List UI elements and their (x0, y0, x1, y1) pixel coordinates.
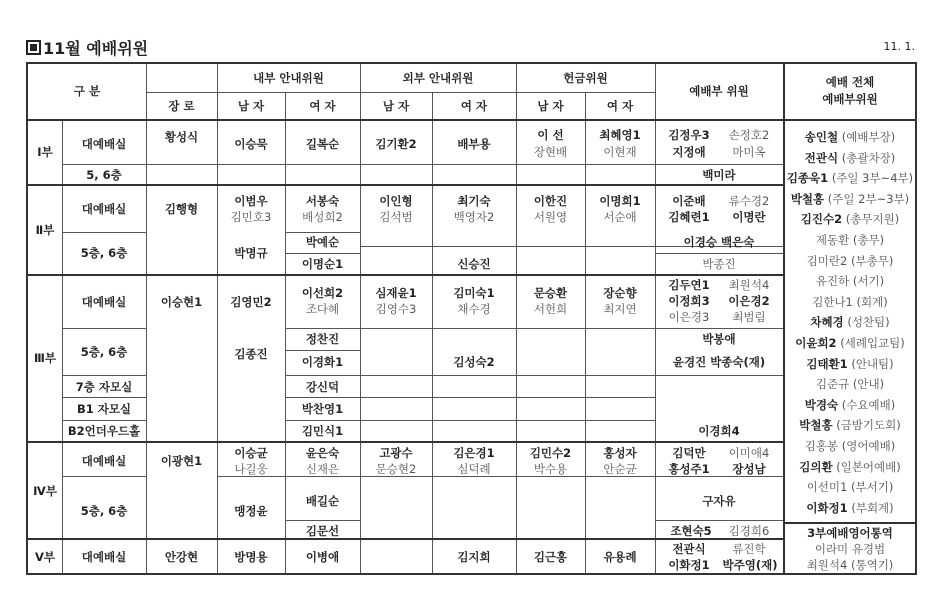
person-name: 안순균 (603, 462, 637, 476)
header-worship-dept: 예배부 위원 (689, 84, 749, 98)
grid-line (655, 253, 783, 254)
person-name: 서원영 (533, 210, 568, 224)
person-name: 신승진 (457, 257, 491, 271)
person-name: 박예순 (305, 235, 340, 249)
section-3: Ⅲ부 (34, 351, 56, 365)
grid-line (285, 350, 360, 351)
grid-line (146, 92, 655, 93)
member-role: (성찬팀) (843, 315, 890, 330)
interp-line-2: 최원석4 (통역기) (806, 558, 894, 572)
person-name: 이선희2 (301, 286, 344, 300)
member-name: 김의환 (799, 459, 833, 474)
member-entry (795, 333, 905, 354)
person-name: 김성숙2 (453, 355, 495, 369)
member-entry (806, 354, 893, 375)
header-out-female: 여 자 (460, 99, 488, 113)
person-name: 김두연1 (668, 278, 710, 292)
person-name: 김영수3 (375, 302, 417, 316)
person-name: 윤은숙 (305, 446, 340, 460)
person-name: 이 선 (537, 128, 564, 142)
member-role: (금밤기도회) (832, 418, 901, 433)
member-name: 김태환1 (806, 356, 848, 371)
member-name: 이선미1 (806, 480, 848, 495)
elder-name: 김행형 (164, 202, 199, 216)
person-name: 이명란 (732, 210, 766, 224)
person-name: 박찬영1 (301, 402, 344, 416)
member-entry (807, 477, 894, 498)
person-name: 이인형 (379, 194, 413, 208)
person-name: 서봉숙 (305, 194, 340, 208)
person-name: 최기숙 (457, 194, 491, 208)
row-label: 5, 6층 (86, 168, 122, 182)
person-name: 이승균 (234, 446, 268, 460)
person-name: 맹정윤 (234, 504, 268, 518)
member-name: 김한나1 (812, 294, 853, 309)
member-entry (805, 436, 895, 457)
section-4: Ⅳ부 (33, 484, 57, 498)
person-name: 최지연 (603, 302, 637, 316)
grid-line (285, 328, 783, 329)
interp-line-1: 이라미 유경범 (814, 542, 886, 556)
person-name: 김문선 (305, 524, 340, 538)
grid-line (28, 538, 783, 540)
header-all-1: 예배 전체 (825, 75, 875, 89)
grid-line (62, 420, 146, 421)
person-name: 김영민2 (230, 295, 272, 309)
person-name: 나길웅 (234, 462, 268, 476)
header-all-2: 예배부위원 (822, 92, 878, 106)
grid-line (62, 164, 783, 165)
member-entry (805, 148, 895, 169)
header-gubun: 구 분 (73, 84, 101, 98)
person-name: 이경승 백은숙 (683, 235, 755, 249)
person-name: 마미옥 (732, 145, 766, 159)
person-name: 방명용 (234, 550, 268, 564)
grid-line (285, 420, 655, 421)
member-name: 김홍봉 (804, 438, 839, 453)
member-entry (807, 251, 894, 272)
person-name: 윤경진 박종숙(재) (672, 355, 766, 369)
person-name: 최혜영1 (599, 128, 641, 142)
section-1: Ⅰ부 (37, 145, 53, 159)
member-entry (810, 312, 889, 333)
member-name: 김종욱1 (786, 171, 829, 186)
person-name: 김덕만 (672, 446, 706, 460)
person-name: 김종진 (234, 347, 268, 361)
person-name: 김민식1 (301, 424, 344, 438)
grid-line (285, 397, 655, 398)
person-name: 심재윤1 (375, 286, 417, 300)
person-name: 전관식 (672, 542, 706, 556)
person-name: 채수경 (457, 302, 491, 316)
person-name: 이화정1 (668, 558, 710, 572)
person-name: 서순애 (603, 210, 637, 224)
person-name: 정찬진 (305, 332, 340, 346)
grid-line (28, 441, 783, 443)
person-name: 이경희4 (698, 424, 740, 438)
person-name: 김미숙1 (453, 286, 495, 300)
person-name: 최원석4 (728, 278, 770, 292)
grid-line (285, 375, 783, 376)
person-name: 이병애 (305, 550, 340, 564)
member-entry (799, 457, 901, 478)
header-in-male: 남 자 (237, 99, 265, 113)
person-name: 이범우 (234, 194, 268, 208)
row-label: 대예배실 (81, 137, 127, 151)
person-name: 장성남 (732, 462, 766, 476)
person-name: 김혜련1 (668, 210, 710, 224)
person-name: 이정희3 (668, 294, 710, 308)
elder-name: 이광현1 (160, 454, 203, 468)
square-bullet-icon (26, 40, 41, 55)
person-name: 김석범 (379, 210, 413, 224)
grid-line (28, 274, 783, 276)
member-role: (회계) (852, 294, 888, 309)
person-name: 배부용 (457, 137, 491, 151)
header-off-female: 여 자 (606, 99, 634, 113)
member-name: 김진수2 (800, 212, 843, 227)
member-name: 박철홍 (790, 191, 825, 206)
grid-line (28, 184, 783, 186)
person-name: 이은경3 (668, 310, 710, 324)
grid-line (62, 476, 146, 477)
member-name: 이화정1 (806, 500, 848, 515)
person-name: 이미애4 (728, 446, 770, 460)
person-name: 최범림 (732, 310, 766, 324)
elder-name: 안강현 (164, 550, 199, 564)
person-name: 김정우3 (668, 128, 710, 142)
person-name: 이은경2 (728, 294, 770, 308)
person-name: 손정호2 (728, 128, 770, 142)
row-label: B1 자모실 (76, 402, 132, 416)
schedule-table (26, 62, 917, 575)
person-name: 길복순 (305, 137, 340, 151)
person-name: 문승환 (533, 286, 568, 300)
person-name: 이현재 (603, 145, 637, 159)
person-name: 이한진 (533, 194, 568, 208)
person-name: 신재은 (305, 462, 340, 476)
person-name: 문승현2 (375, 462, 417, 476)
row-label: 대예배실 (81, 454, 127, 468)
member-role: (예배부장) (838, 130, 896, 144)
member-entry (801, 209, 899, 230)
header-inner: 내부 안내위원 (253, 71, 324, 85)
person-name: 이경화1 (301, 355, 344, 369)
member-role: (안내) (849, 377, 885, 392)
grid-line (28, 119, 915, 121)
member-role: (주일 3부~4부) (828, 171, 914, 186)
grid-line (62, 328, 146, 329)
elder-name: 황성식 (164, 130, 199, 144)
person-name: 배길순 (305, 494, 340, 508)
header-offering: 헌금위원 (563, 71, 608, 85)
member-entry (816, 374, 884, 395)
person-name: 이승묵 (234, 137, 268, 151)
person-name: 홍성주1 (668, 462, 710, 476)
member-role: (주일 2부~3부) (824, 191, 910, 206)
member-name: 김준규 (815, 377, 850, 392)
member-entry (806, 498, 893, 519)
interp-title: 3부예배영어통역 (807, 526, 893, 540)
person-name: 장순향 (603, 286, 637, 300)
person-name: 김민호3 (230, 210, 272, 224)
grid-line (285, 520, 360, 521)
member-name: 제동환 (815, 232, 850, 247)
person-name: 백미라 (702, 168, 736, 182)
row-label: 5층, 6층 (80, 504, 128, 518)
person-name: 김기환2 (375, 137, 417, 151)
member-name: 김미란2 (806, 253, 848, 268)
person-name: 이명순1 (301, 257, 344, 271)
member-role: (부서기) (847, 480, 894, 495)
header-in-female: 여 자 (309, 99, 336, 113)
member-entry (799, 415, 901, 436)
member-role: (영어예배) (838, 438, 896, 453)
person-name: 박봉애 (702, 332, 736, 346)
member-entry (816, 230, 884, 251)
person-name: 이준배 (672, 194, 706, 208)
member-role: (서기) (849, 274, 885, 289)
elder-name: 이승현1 (160, 295, 203, 309)
person-name: 백영자2 (453, 210, 495, 224)
person-name: 배성희2 (302, 210, 343, 224)
member-role: (부총무) (847, 253, 894, 268)
row-label: 대예배실 (81, 295, 127, 309)
person-name: 서헌희 (533, 302, 568, 316)
grid-line (655, 520, 783, 521)
person-name: 지정애 (672, 145, 706, 159)
header-jangro: 장 로 (168, 99, 195, 113)
member-role: (안내팀) (847, 356, 894, 371)
person-name: 홍성자 (603, 446, 637, 460)
member-role: (세례입교팀) (836, 335, 905, 350)
grid-line (783, 522, 915, 524)
member-entry (791, 189, 909, 210)
person-name: 박명규 (234, 246, 268, 260)
grid-line (62, 232, 146, 233)
row-label: 대예배실 (81, 202, 127, 216)
member-entry (812, 292, 888, 313)
person-name: 조다혜 (305, 302, 340, 316)
member-role: (일본어예배) (832, 459, 901, 474)
person-name: 박수용 (533, 462, 568, 476)
grid-line (285, 232, 360, 233)
member-entry (805, 127, 895, 148)
member-name: 박경숙 (804, 397, 839, 412)
header-out-male: 남 자 (382, 99, 410, 113)
person-name: 김지희 (457, 550, 491, 564)
member-role: (총괄차장) (838, 150, 896, 165)
row-label: 7층 자모실 (75, 380, 133, 394)
person-name: 심덕례 (457, 462, 491, 476)
person-name: 고광수 (379, 446, 413, 460)
date-label: 11. 1. (883, 40, 915, 53)
row-label: 5층, 6층 (80, 246, 128, 260)
person-name: 강신덕 (305, 380, 340, 394)
person-name: 김근홍 (533, 550, 568, 564)
person-name: 박주영(재) (722, 558, 778, 572)
member-entry (816, 271, 884, 292)
member-role: (수요예배) (838, 397, 896, 412)
header-outer: 외부 안내위원 (402, 71, 474, 85)
all-members-list (785, 127, 915, 518)
row-label: B2언더우드홀 (67, 424, 141, 438)
member-name: 이윤희2 (795, 335, 837, 350)
person-name: 이명희1 (599, 194, 641, 208)
person-name: 김민수2 (529, 446, 572, 460)
grid-line (62, 397, 146, 398)
person-name: 조현숙5 (670, 524, 712, 538)
person-name: 구자유 (702, 494, 736, 508)
section-2: Ⅱ부 (35, 223, 55, 237)
person-name: 유용례 (603, 550, 637, 564)
grid-line (217, 476, 783, 477)
member-name: 유진하 (815, 274, 850, 289)
member-role: (총무지원) (842, 212, 900, 227)
page-title: 11월 예배위원 (26, 36, 148, 59)
member-name: 차혜경 (810, 315, 844, 330)
section-5: Ⅴ부 (34, 550, 55, 564)
member-role: (총무) (849, 232, 885, 247)
member-name: 송인철 (804, 130, 839, 144)
person-name: 박종진 (702, 257, 736, 271)
person-name: 김은경1 (453, 446, 495, 460)
grid-line (285, 253, 360, 254)
person-name: 류수경2 (728, 194, 770, 208)
member-name: 전관식 (804, 150, 839, 165)
member-name: 박철홍 (799, 418, 833, 433)
person-name: 김경희6 (728, 524, 770, 538)
header-off-male: 남 자 (537, 99, 564, 113)
person-name: 류진학 (732, 542, 766, 556)
row-label: 대예배실 (81, 550, 127, 564)
member-entry (805, 395, 895, 416)
member-entry (787, 168, 913, 189)
grid-line (62, 375, 146, 376)
person-name: 장현배 (533, 145, 568, 159)
member-role: (부회계) (847, 500, 894, 515)
row-label: 5층, 6층 (80, 345, 128, 359)
